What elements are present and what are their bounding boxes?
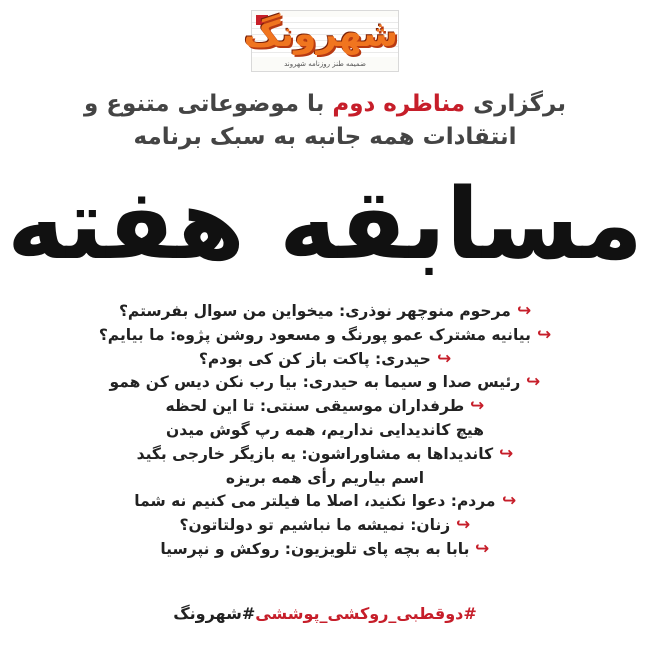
hashtag-black: #شهرونگ [173, 604, 256, 623]
return-arrow-icon: ↩ [501, 491, 516, 512]
list-item [0, 514, 650, 538]
list-item [0, 348, 650, 372]
list-item-text: مردم: دعوا نکنید، اصلا ما فیلتر می کنیم نه شما [134, 492, 496, 511]
logo-subtitle: ضمیمه طنز روزنامه شهروند [284, 60, 366, 68]
list-item-text: بیانیه مشترک عمو پورنگ و مسعود روشن پژوه: ما بیایم؟ [98, 325, 531, 344]
logo-text: شهرونگ [243, 14, 398, 55]
subtitle [0, 88, 650, 154]
return-arrow-icon: ↩ [536, 324, 552, 345]
list-item-text: زنان: نمیشه ما نباشیم تو دولتاتون؟ [179, 516, 451, 535]
list-item [0, 467, 650, 491]
list-item-text: حیدری: پاکت باز کن کی بودم؟ [198, 349, 431, 368]
item-list [0, 300, 650, 562]
return-arrow-icon: ↩ [456, 515, 471, 536]
subtitle-line-2: انتقادات همه جانبه به سبک برنامه [133, 124, 517, 150]
list-item-text: اسم بیاریم رأی همه بریزه [225, 468, 425, 487]
subtitle-line-1-pre: برگزاری [465, 91, 566, 117]
return-arrow-icon: ↩ [516, 301, 532, 321]
list-item [0, 300, 650, 324]
subtitle-highlight: مناظره دوم [332, 91, 466, 117]
subtitle-line-1-post: با موضوعاتی متنوع و [84, 91, 333, 117]
list-item-text: هیچ کاندیدایی نداریم، همه رپ گوش میدن [166, 420, 484, 439]
return-arrow-icon: ↩ [436, 348, 452, 369]
logo-container [0, 10, 650, 72]
list-item-text: بابا به بچه پای تلویزیون: روکش و نپرسیا [160, 539, 470, 558]
list-item-text: مرحوم منوچهر نوذری: میخواین من سوال بفرستم؟ [118, 302, 511, 320]
list-item [0, 419, 650, 443]
return-arrow-icon: ↩ [526, 372, 541, 393]
list-item-text: کاندیداها به مشاوراشون: یه بازیگر خارجی بگید [136, 444, 494, 463]
return-arrow-icon: ↩ [499, 443, 514, 464]
list-item-text: رئیس صدا و سیما به حیدری: بیا رب نکن دیس کن همو [109, 373, 521, 392]
list-item [0, 490, 650, 514]
list-item [0, 371, 650, 395]
list-item-text: طرفداران موسیقی سنتی: تا این لحظه [165, 397, 465, 416]
list-item [0, 538, 650, 562]
shahrvang-logo [243, 10, 399, 72]
hashtag-line [0, 604, 650, 623]
headline: مسابقه هفته [7, 168, 643, 282]
return-arrow-icon: ↩ [475, 538, 490, 559]
subtitle-line-1 [0, 88, 650, 121]
return-arrow-icon: ↩ [470, 396, 485, 417]
list-item [0, 395, 650, 419]
list-item [0, 324, 650, 348]
list-item [0, 443, 650, 467]
hashtag-red: #دوقطبی_روکشی_پوششی [255, 604, 477, 623]
